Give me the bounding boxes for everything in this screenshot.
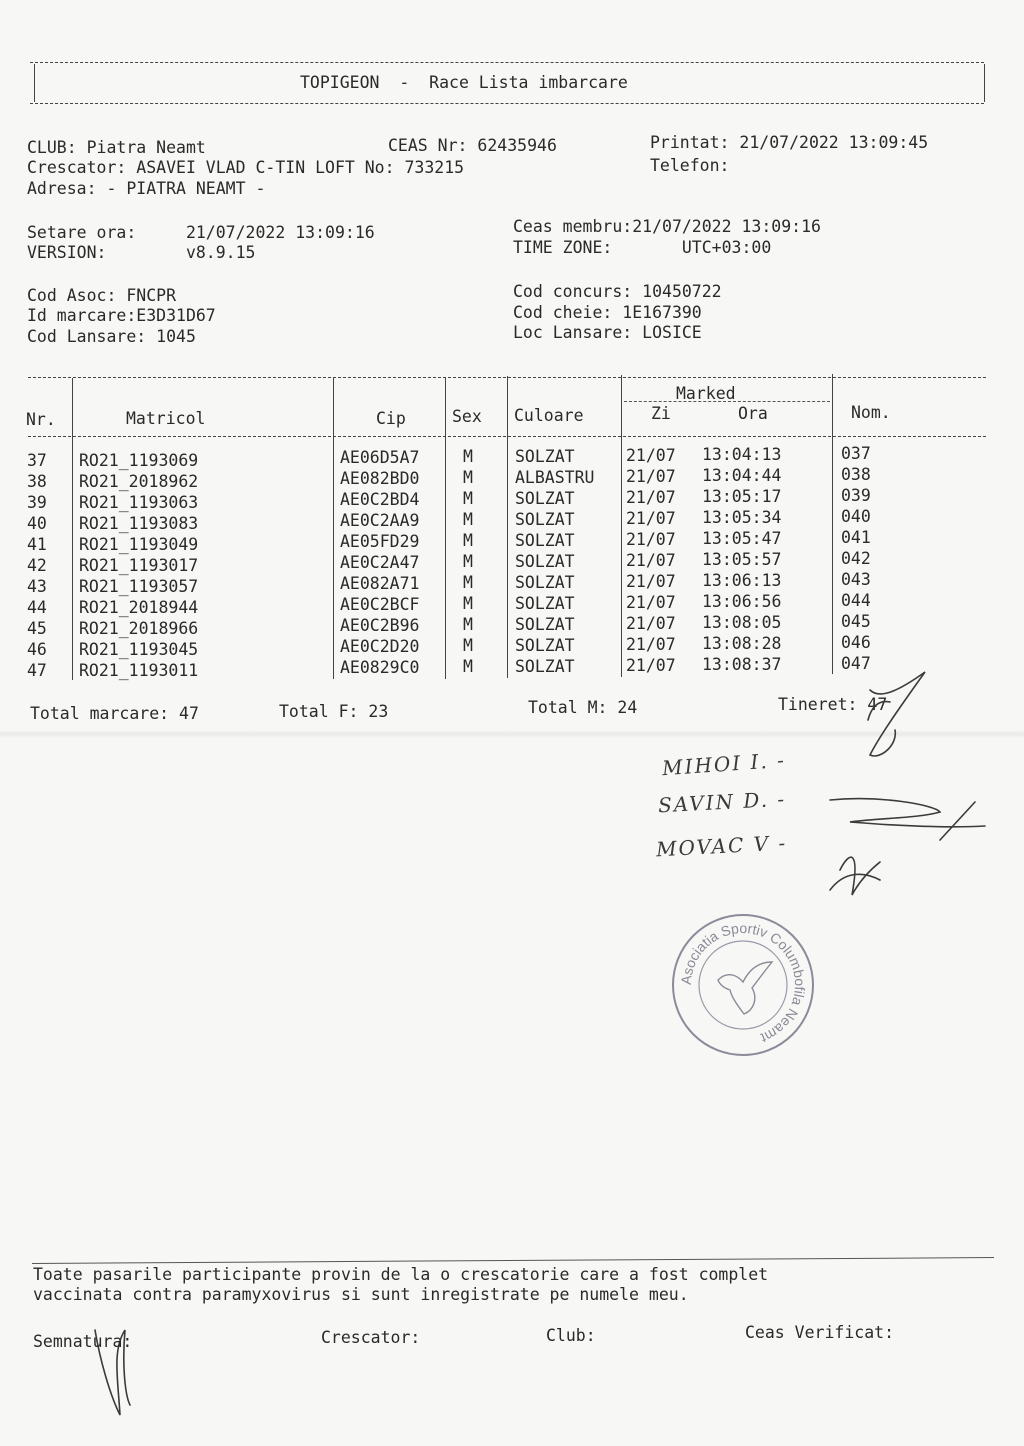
cell-culoare: SOLZAT — [515, 552, 575, 571]
version: VERSION: v8.9.15 — [27, 243, 256, 262]
cell-nom: 042 — [841, 549, 871, 568]
cell-matricol: RO21_1193057 — [79, 577, 199, 596]
cell-nom: 039 — [841, 486, 871, 505]
cod-lansare: Cod Lansare: 1045 — [27, 327, 196, 346]
cell-ora: 13:08:37 — [702, 655, 782, 674]
cell-ora: 13:06:56 — [702, 592, 782, 611]
semnatura-label: Semnatura: — [33, 1332, 133, 1351]
cell-nom: 041 — [841, 528, 871, 547]
cell-sex: M — [463, 489, 473, 508]
cell-nr: 45 — [27, 619, 47, 638]
club-line: CLUB: Piatra Neamt — [27, 138, 206, 157]
cell-nr: 47 — [27, 661, 47, 680]
cell-matricol: RO21_2018966 — [79, 619, 199, 638]
header-culoare: Culoare — [514, 406, 584, 425]
cell-sex: M — [463, 552, 473, 571]
cell-cip: AE0C2B96 — [340, 616, 420, 635]
cell-sex: M — [463, 447, 473, 466]
cell-matricol: RO21_1193069 — [79, 451, 199, 470]
cell-ora: 13:05:47 — [702, 529, 782, 548]
cell-nr: 38 — [27, 472, 47, 491]
header-nom: Nom. — [851, 403, 891, 422]
cell-cip: AE082BD0 — [340, 469, 420, 488]
cell-ora: 13:05:57 — [702, 550, 782, 569]
cell-nr: 41 — [27, 535, 47, 554]
cell-sex: M — [463, 615, 473, 634]
cell-sex: M — [463, 468, 473, 487]
ceas-membru: Ceas membru:21/07/2022 13:09:16 — [513, 217, 821, 236]
total-f: Total F: 23 — [279, 702, 389, 721]
ceas-verificat-label: Ceas Verificat: — [745, 1323, 895, 1342]
club-label: Club: — [546, 1326, 596, 1345]
cell-cip: AE0C2A47 — [340, 553, 420, 572]
document-title: TOPIGEON - Race Lista imbarcare — [300, 73, 628, 92]
cell-zi: 21/07 — [626, 509, 676, 528]
vaccination-statement-1: Toate pasarile participante provin de la o crescatorie care a fost complet — [33, 1265, 769, 1284]
cell-matricol: RO21_1193011 — [79, 661, 199, 680]
total-m: Total M: 24 — [528, 698, 638, 717]
cell-nr: 46 — [27, 640, 47, 659]
cell-zi: 21/07 — [626, 593, 676, 612]
cell-culoare: SOLZAT — [515, 510, 575, 529]
cell-ora: 13:06:13 — [702, 571, 782, 590]
stamp-text: Asociatia Sportiv Columbofila Neamt — [677, 919, 809, 1047]
cell-matricol: RO21_1193017 — [79, 556, 199, 575]
cell-nr: 43 — [27, 577, 47, 596]
cell-zi: 21/07 — [626, 656, 676, 675]
cell-zi: 21/07 — [626, 635, 676, 654]
cell-ora: 13:05:17 — [702, 487, 782, 506]
cell-zi: 21/07 — [626, 614, 676, 633]
telefon: Telefon: — [650, 156, 730, 175]
cell-sex: M — [463, 510, 473, 529]
cell-cip: AE06D5A7 — [340, 448, 420, 467]
cell-sex: M — [463, 594, 473, 613]
header-cip: Cip — [376, 409, 406, 428]
cell-culoare: SOLZAT — [515, 489, 575, 508]
cell-matricol: RO21_1193045 — [79, 640, 199, 659]
cell-culoare: SOLZAT — [515, 657, 575, 676]
handwritten-name-3: MOVAC V - — [655, 830, 788, 862]
cell-zi: 21/07 — [626, 551, 676, 570]
cell-culoare: SOLZAT — [515, 447, 575, 466]
loc-lansare: Loc Lansare: LOSICE — [513, 323, 702, 342]
cell-cip: AE0C2BCF — [340, 595, 420, 614]
cod-concurs: Cod concurs: 10450722 — [513, 282, 722, 301]
cell-matricol: RO21_2018962 — [79, 472, 199, 491]
cell-nr: 44 — [27, 598, 47, 617]
cell-culoare: SOLZAT — [515, 636, 575, 655]
vaccination-statement-2: vaccinata contra paramyxovirus si sunt inregistrate pe numele meu. — [33, 1285, 689, 1304]
handwritten-name-2: SAVIN D. - — [657, 786, 787, 818]
cell-zi: 21/07 — [626, 530, 676, 549]
cell-culoare: ALBASTRU — [515, 468, 595, 487]
cell-nr: 37 — [27, 451, 47, 470]
cell-sex: M — [463, 636, 473, 655]
ceas-nr: CEAS Nr: 62435946 — [388, 136, 557, 155]
cod-cheie: Cod cheie: 1E167390 — [513, 303, 702, 322]
header-zi: Zi — [651, 404, 671, 423]
cell-cip: AE0C2BD4 — [340, 490, 420, 509]
header-matricol: Matricol — [126, 409, 206, 428]
cell-zi: 21/07 — [626, 488, 676, 507]
cell-ora: 13:05:34 — [702, 508, 782, 527]
cell-matricol: RO21_1193063 — [79, 493, 199, 512]
cell-nr: 42 — [27, 556, 47, 575]
time-zone: TIME ZONE: UTC+03:00 — [513, 238, 772, 257]
cell-cip: AE0C2AA9 — [340, 511, 420, 530]
cell-nom: 037 — [841, 444, 871, 463]
cell-matricol: RO21_1193083 — [79, 514, 199, 533]
cell-cip: AE082A71 — [340, 574, 420, 593]
cell-nr: 40 — [27, 514, 47, 533]
cell-nom: 047 — [841, 654, 871, 673]
cell-ora: 13:08:05 — [702, 613, 782, 632]
crescator-line: Crescator: ASAVEI VLAD C-TIN LOFT No: 733215 — [27, 158, 465, 177]
cell-matricol: RO21_2018944 — [79, 598, 199, 617]
cell-zi: 21/07 — [626, 572, 676, 591]
cell-culoare: SOLZAT — [515, 573, 575, 592]
cell-nom: 043 — [841, 570, 871, 589]
id-marcare: Id marcare:E3D31D67 — [27, 306, 216, 325]
crescator-label: Crescator: — [321, 1328, 421, 1347]
cell-ora: 13:08:28 — [702, 634, 782, 653]
cell-nom: 040 — [841, 507, 871, 526]
club-stamp-seal — [668, 910, 818, 1060]
total-marcare: Total marcare: 47 — [30, 704, 199, 723]
cell-sex: M — [463, 531, 473, 550]
cell-nom: 046 — [841, 633, 871, 652]
tineret: Tineret: 47 — [778, 695, 888, 714]
cell-cip: AE05FD29 — [340, 532, 420, 551]
header-ora: Ora — [738, 404, 768, 423]
cell-culoare: SOLZAT — [515, 531, 575, 550]
adresa: Adresa: - PIATRA NEAMT - — [27, 179, 266, 198]
cell-sex: M — [463, 657, 473, 676]
cell-ora: 13:04:44 — [702, 466, 782, 485]
cell-nom: 044 — [841, 591, 871, 610]
cell-culoare: SOLZAT — [515, 594, 575, 613]
header-sex: Sex — [452, 407, 482, 426]
cell-cip: AE0829C0 — [340, 658, 420, 677]
header-nr: Nr. — [26, 410, 56, 429]
cell-ora: 13:04:13 — [702, 445, 782, 464]
cell-nom: 045 — [841, 612, 871, 631]
printat: Printat: 21/07/2022 13:09:45 — [650, 133, 929, 152]
cell-sex: M — [463, 573, 473, 592]
cell-matricol: RO21_1193049 — [79, 535, 199, 554]
cell-nom: 038 — [841, 465, 871, 484]
cell-zi: 21/07 — [626, 446, 676, 465]
cod-asoc: Cod Asoc: FNCPR — [27, 286, 177, 305]
handwritten-name-1: MIHOI I. - — [661, 747, 787, 781]
cell-nr: 39 — [27, 493, 47, 512]
header-marked: Marked — [676, 384, 736, 403]
cell-zi: 21/07 — [626, 467, 676, 486]
setare-ora: Setare ora: 21/07/2022 13:09:16 — [27, 223, 375, 242]
cell-cip: AE0C2D20 — [340, 637, 420, 656]
cell-culoare: SOLZAT — [515, 615, 575, 634]
